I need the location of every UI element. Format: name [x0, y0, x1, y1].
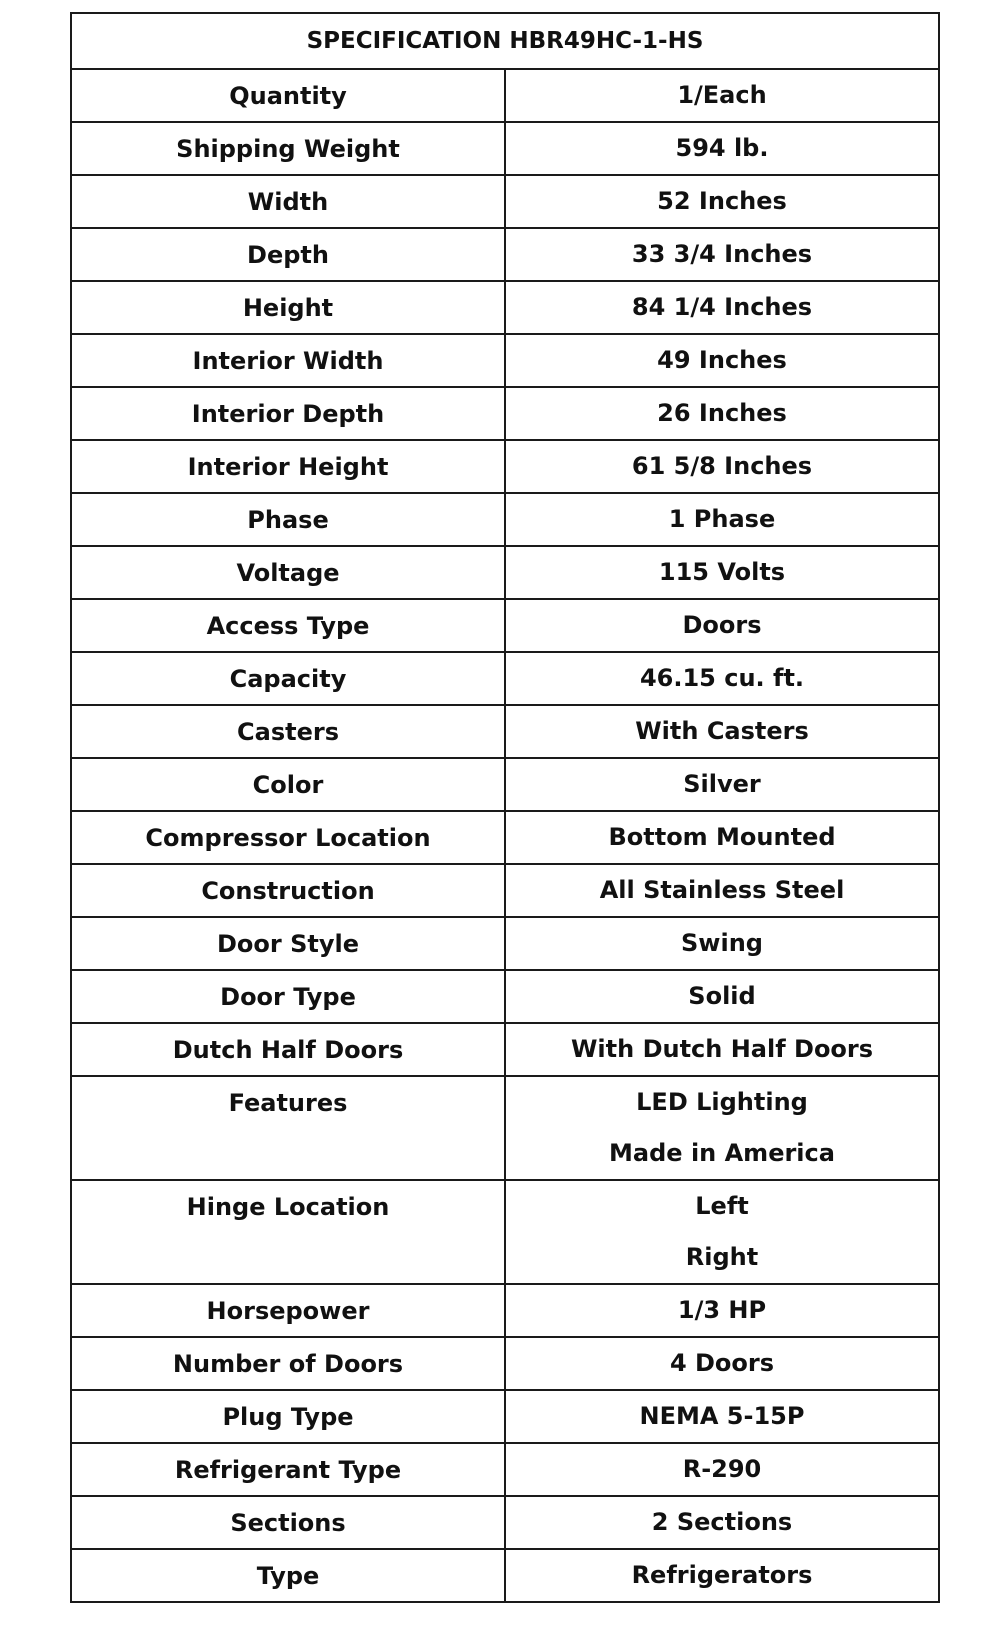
spec-label: Phase	[71, 493, 505, 546]
table-row	[71, 69, 939, 122]
spec-label: Horsepower	[71, 1284, 505, 1337]
spec-label: Compressor Location	[71, 811, 505, 864]
spec-label: Capacity	[71, 652, 505, 705]
spec-value-cell	[505, 1443, 939, 1496]
spec-value: Refrigerators	[631, 1561, 813, 1589]
spec-label: Casters	[71, 705, 505, 758]
spec-value-cell	[505, 1337, 939, 1390]
spec-label: Depth	[71, 228, 505, 281]
spec-label: Color	[71, 758, 505, 811]
table-row	[71, 1337, 939, 1390]
spec-value: Solid	[688, 982, 756, 1010]
table-row	[71, 440, 939, 493]
spec-label: Features	[71, 1076, 505, 1180]
spec-label: Sections	[71, 1496, 505, 1549]
table-row	[71, 1549, 939, 1602]
spec-value: 4 Doors	[669, 1349, 775, 1377]
table-row	[71, 334, 939, 387]
spec-value-cell	[505, 122, 939, 175]
spec-value-cell	[505, 1076, 939, 1180]
spec-value: 1/3 HP	[677, 1296, 767, 1324]
spec-label: Refrigerant Type	[71, 1443, 505, 1496]
spec-value: With Dutch Half Doors	[570, 1035, 874, 1063]
spec-value: 26 Inches	[657, 399, 787, 427]
table-row	[71, 546, 939, 599]
spec-value: 84 1/4 Inches	[631, 293, 813, 321]
spec-value: Doors	[682, 611, 762, 639]
spec-label: Quantity	[71, 69, 505, 122]
spec-value: Made in America	[609, 1139, 835, 1167]
spec-value-cell	[505, 175, 939, 228]
table-header-row	[71, 13, 939, 69]
spec-value-cell	[505, 1023, 939, 1076]
table-row	[71, 387, 939, 440]
spec-value-cell	[505, 334, 939, 387]
spec-label: Number of Doors	[71, 1337, 505, 1390]
spec-value-cell	[505, 281, 939, 334]
table-row	[71, 175, 939, 228]
table-row	[71, 1390, 939, 1443]
table-row	[71, 1284, 939, 1337]
spec-value-cell	[505, 864, 939, 917]
table-row	[71, 281, 939, 334]
spec-value-cell	[505, 599, 939, 652]
spec-value: 52 Inches	[657, 187, 787, 215]
table-row	[71, 705, 939, 758]
spec-value-cell	[505, 1180, 939, 1284]
spec-value-cell	[505, 387, 939, 440]
table-body	[71, 69, 939, 1602]
spec-value-cell	[505, 705, 939, 758]
spec-label: Dutch Half Doors	[71, 1023, 505, 1076]
spec-value: NEMA 5-15P	[639, 1402, 805, 1430]
spec-label: Interior Height	[71, 440, 505, 493]
spec-value: Swing	[681, 929, 763, 957]
table-row	[71, 493, 939, 546]
spec-value: 33 3/4 Inches	[631, 240, 813, 268]
spec-value-cell	[505, 228, 939, 281]
spec-value: 594 lb.	[675, 134, 769, 162]
spec-label: Shipping Weight	[71, 122, 505, 175]
table-row	[71, 970, 939, 1023]
spec-value: 49 Inches	[657, 346, 787, 374]
specification-table	[70, 12, 940, 1603]
table-row	[71, 1496, 939, 1549]
table-row	[71, 758, 939, 811]
spec-label: Hinge Location	[71, 1180, 505, 1284]
spec-label: Plug Type	[71, 1390, 505, 1443]
table-row	[71, 1076, 939, 1180]
table-row	[71, 1023, 939, 1076]
spec-value: Bottom Mounted	[608, 823, 836, 851]
spec-value: Silver	[683, 770, 761, 798]
spec-label: Height	[71, 281, 505, 334]
spec-value: 2 Sections	[651, 1508, 793, 1536]
spec-value: LED Lighting	[636, 1088, 808, 1116]
table-row	[71, 122, 939, 175]
spec-label: Width	[71, 175, 505, 228]
table-row	[71, 599, 939, 652]
spec-value: 1 Phase	[668, 505, 776, 533]
spec-value-cell	[505, 758, 939, 811]
spec-value-cell	[505, 1390, 939, 1443]
spec-label: Interior Depth	[71, 387, 505, 440]
spec-value: Right	[685, 1243, 759, 1271]
table-row	[71, 228, 939, 281]
spec-value-cell	[505, 652, 939, 705]
table-row	[71, 811, 939, 864]
spec-value: 61 5/8 Inches	[631, 452, 813, 480]
spec-value: R-290	[682, 1455, 762, 1483]
spec-value-cell	[505, 546, 939, 599]
spec-value-cell	[505, 69, 939, 122]
table-row	[71, 864, 939, 917]
spec-value: 1/Each	[677, 81, 767, 109]
spec-label: Access Type	[71, 599, 505, 652]
spec-value-cell	[505, 440, 939, 493]
table-row	[71, 917, 939, 970]
spec-value-cell	[505, 493, 939, 546]
spec-value: All Stainless Steel	[599, 876, 845, 904]
spec-value-cell	[505, 811, 939, 864]
spec-value-cell	[505, 1496, 939, 1549]
table-title: SPECIFICATION HBR49HC-1-HS	[71, 13, 939, 69]
spec-value-cell	[505, 1549, 939, 1602]
table-row	[71, 652, 939, 705]
spec-label: Type	[71, 1549, 505, 1602]
spec-label: Door Type	[71, 970, 505, 1023]
spec-label: Door Style	[71, 917, 505, 970]
spec-value-cell	[505, 1284, 939, 1337]
spec-value: 46.15 cu. ft.	[639, 664, 805, 692]
spec-label: Construction	[71, 864, 505, 917]
spec-label: Voltage	[71, 546, 505, 599]
table-row	[71, 1180, 939, 1284]
spec-value-cell	[505, 917, 939, 970]
spec-value: Left	[695, 1192, 749, 1220]
spec-label: Interior Width	[71, 334, 505, 387]
spec-value: With Casters	[635, 717, 809, 745]
spec-value: 115 Volts	[658, 558, 786, 586]
spec-value-cell	[505, 970, 939, 1023]
table-row	[71, 1443, 939, 1496]
